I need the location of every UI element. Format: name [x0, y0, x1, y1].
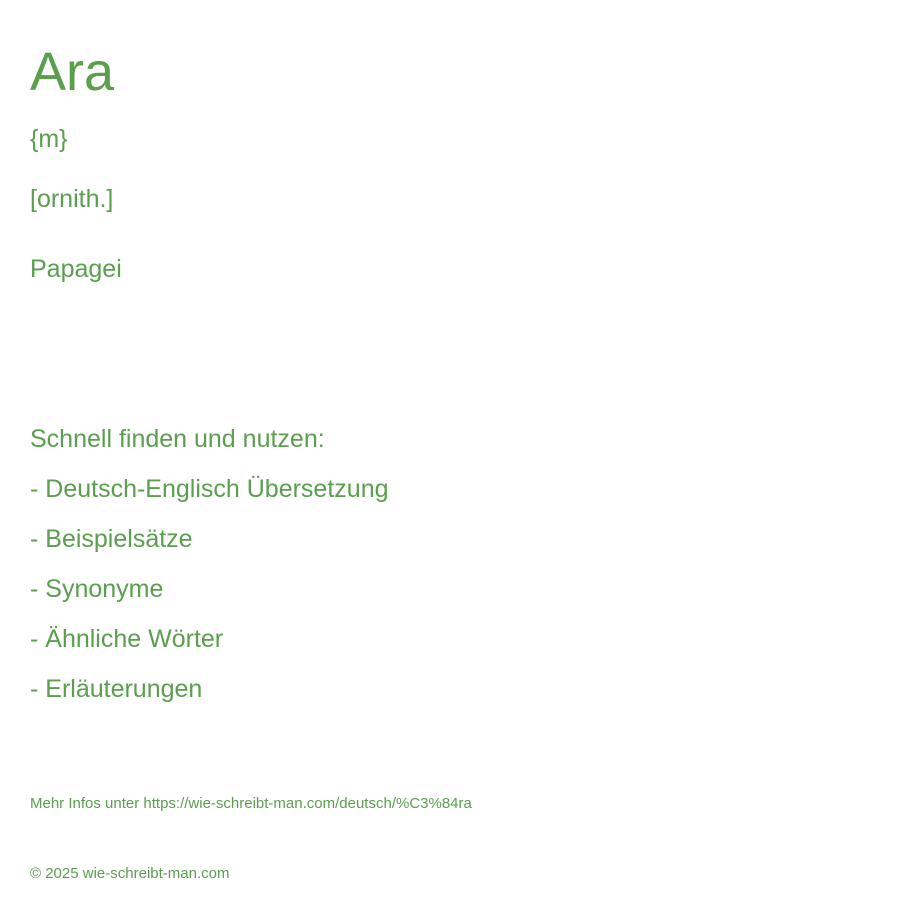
feature-item-example-sentences: - Beispielsätze: [30, 525, 193, 553]
more-info-text: Mehr Infos unter https://wie-schreibt-man.com/deutsch/%C3%84ra: [30, 795, 472, 812]
footer-copyright: © 2025 wie-schreibt-man.com: [30, 865, 230, 882]
domain-label: [ornith.]: [30, 185, 114, 213]
features-heading: Schnell finden und nutzen:: [30, 425, 325, 453]
feature-item-translation: - Deutsch-Englisch Übersetzung: [30, 475, 389, 503]
translation-text: Papagei: [30, 255, 122, 283]
feature-item-explanations: - Erläuterungen: [30, 675, 203, 703]
page-title: Ara: [30, 42, 115, 102]
feature-item-synonyms: - Synonyme: [30, 575, 164, 603]
feature-item-similar-words: - Ähnliche Wörter: [30, 625, 224, 653]
gender-label: {m}: [30, 125, 68, 153]
